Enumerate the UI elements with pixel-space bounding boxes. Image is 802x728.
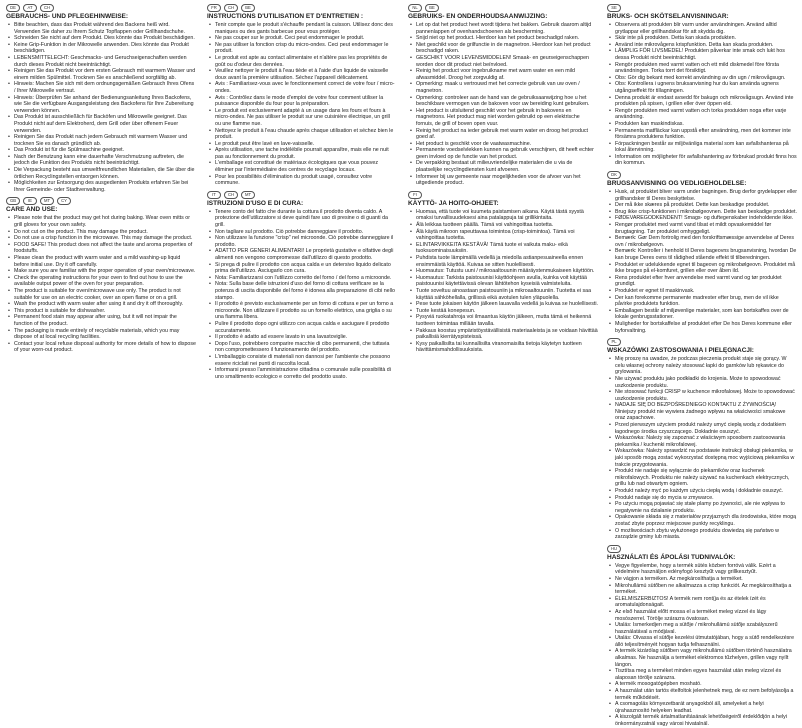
country-flags (607, 545, 797, 553)
instruction-item: • Het product is geschikt voor de vaatwasmachine. (408, 141, 598, 148)
instruction-item: • Tenir compte que le produit s'échauffe pendant la cuisson. Utilisez donc des maniques ou des gants barbecue pour vous protéger. (207, 22, 397, 35)
instruction-item: • Keine Grip-Funktion in der Mikrowelle anwenden. Dies könnte das Produkt beschädigen. (6, 42, 196, 55)
instruction-list (607, 563, 797, 728)
instruction-item: • The packaging is made entirely of recyclable materials, which you may dispose of at local recycling facilities. (6, 328, 196, 341)
instruction-item: • FOOD SAFE! This product does not affect the taste and aroma properties of foodstuffs. (6, 242, 196, 255)
instruction-item: • Az első használat előtt mossa el a terméket meleg vízzel és lágy mosószerrel. Törölje szárazra óvatosan. (607, 609, 797, 622)
instruction-item: • Opakowanie składa się z materiałów przyjaznych dla środowiska, które mogą zostać zbyte poprzez miejscowe punkty recyklingu. (607, 514, 797, 527)
instruction-item: • Mię proszę na uwadze, że podczas pieczenia produkt staje się gorący. W celu własnej ochrony należy stosować łapki do garnków lub rękawice do grylowania. (607, 356, 797, 376)
instruction-item: • ÉLELMISZERBIZTOS! A termék nem ront(ja és az ételek ízét és aromatulajdonságait. (607, 596, 797, 609)
instruction-item: • Informeer bij uw gemeente naar mogelijkheden voor de afvoer van het uitgediende product. (408, 174, 598, 187)
country-code-badge: CH (224, 4, 238, 12)
country-flags (607, 4, 797, 12)
instruction-item: • L'imballaggio consiste di materiali non dannosi per l'ambiente che possono essere riciclati nei punti di raccolta locali. (207, 354, 397, 367)
instruction-item: • Do not cut on the product. This may damage the product. (6, 229, 196, 236)
country-code-badge: CH (40, 4, 54, 12)
instruction-item: • Vegye figyelembe, hogy a termék sütés közben forróvá válik. Ezért a védelmére használjon edényfogó kesztyűt vagy grillkesztyűt. (607, 563, 797, 576)
instruction-item: • A csomagolás környezetbarát anyagokból áll, amelyeket a helyi újrahasznosító helyeken leadhat. (607, 701, 797, 714)
instruction-item: • Après utilisation, une tache indélébile pourrait apparaître, mais elle ne nuit pas au fonctionnement du produit. (207, 147, 397, 160)
country-flags (6, 4, 196, 12)
instruction-item: • Il prodotto è previsto esclusivamente per un forno di cottura e per un forno a microonde. Non utilizzare il prodotto su un fornello elettrico, una griglia o su una fiamma libera. (207, 301, 397, 321)
instruction-item: • Permanenta matfläckar kan uppstå efter användning, men det kommer inte försämra produktens funktion. (607, 128, 797, 141)
country-flags (607, 338, 797, 346)
section-heading: CARE AND USE: (6, 206, 58, 214)
instruction-item: • Kysy paikallisilta tai kunnallisilta viranomaisilta tietoja käytetyn tuotteen hävittämismahdollisuuksista. (408, 341, 598, 354)
care-section (607, 338, 797, 541)
instruction-item: • Der kan forekomme permanente madrester efter brug, men de vil ikke påvirke produktets funktion. (607, 295, 797, 308)
instruction-item: • Schneiden Sie nicht auf dem Produkt. Dies könnte das Produkt beschädigen. (6, 35, 196, 42)
care-section (6, 4, 196, 193)
country-flags (408, 191, 598, 199)
instruction-item: • Please clean the product with warm water and a mild washing-up liquid before initial use. Dry it off carefully. (6, 255, 196, 268)
country-code-badge: BE (241, 4, 255, 12)
instruction-item: • Check the operating instructions for your oven to find out how to use the available output power of the oven for your preparation. (6, 275, 196, 288)
instruction-item: • Nie stosować funkcji CRISP w kuchence mikrofalowej. Może to spowodować uszkodzenie produktu. (607, 389, 797, 402)
instruction-item: • Snijd niet op het product. Hierdoor kan het product beschadigd raken. (408, 35, 598, 42)
instruction-item: • Utalás: Ismerkedjen meg a sütője / mikrohullámú sütője szabályszerű használatával a módjával. (607, 622, 797, 635)
country-code-badge: FI (408, 191, 422, 199)
instruction-item: • Pour les possibilités d'élimination du produit usagé, consultez votre commune. (207, 174, 397, 187)
instruction-item: • Le produit peut être lavé en lave-vaisselle. (207, 141, 397, 148)
country-code-badge: MT (241, 191, 255, 199)
instruction-item: • Informarsi presso l'amministrazione cittadina o comunale sulle possibilità di uno smaltimento ecologico e corretto del prodotto usato. (207, 367, 397, 380)
instruction-item: • Tisztítsa meg a terméket minden egyes használat után meleg vízzel és alaposan törölje szárazra. (607, 668, 797, 681)
instruction-item: • Skär inte på produkten. Detta kan skada produkten. (607, 35, 797, 42)
section-heading: BRUGSANVISNING OG VEDLIGEHOLDELSE: (607, 180, 747, 188)
instruction-list (6, 22, 196, 193)
instruction-item: • Die Verpackung besteht aus umweltfreundlichen Materialien, die Sie über die örtlichen Recyclingstellen entsorgen können. (6, 167, 196, 180)
instruction-item: • Ne pas couper sur le produit. Ceci peut endommager le produit. (207, 35, 397, 42)
country-flags (408, 4, 598, 12)
instruction-item: • Wskazówka: Należy się zapoznać z właściwym sposobem zastosowania piekarnika / kuchenki mikrofalowej. (607, 435, 797, 448)
instruction-item: • Bemærk: Gør Dem fortrolig med den forskriftsmæssige anvendelse af Deres ovn / mikrobølgeovn. (607, 235, 797, 248)
instruction-item: • Observera att produkten blir varm under användningen. Använd alltid grytlappar eller grillhandskar för att skydda dig. (607, 22, 797, 35)
instruction-item: • Niet geschikt voor de grilfunctie in de magnetron. Hierdoor kan het product beschadigd raken. (408, 42, 598, 55)
instruction-item: • Nota: Familiarizzarsi con l'utilizzo corretto del forno / del forno a microonde. (207, 275, 397, 282)
instruction-item: • Obs: Gör dig bekant med korrekt användning av din ugn / mikrovågsugn. (607, 75, 797, 82)
instruction-item: • Huomautus: Tutustu uuni / mikroaaltouunin määräystenmukaiseen käyttöön. (408, 268, 598, 275)
instruction-item: • Huomaa, että tuote voi kuumeta paistamisen aikana. Käytä tästä syystä omaksi turvallisuudeksesi aina patalappuja tai grillikintaita. (408, 209, 598, 222)
country-code-badge: CY (57, 197, 71, 205)
instruction-item: • De verpakking bestaat uit milieuvriendelijke materialen die u via de plaatselijke recyclingdiensten kunt afvoeren. (408, 160, 598, 173)
country-code-badge: HU (607, 545, 621, 553)
instruction-item: • A termék mosogatógépben mosható. (607, 681, 797, 688)
instruction-item: • Nota: Sulla base delle istruzioni d'uso del forno di cottura verificare se la potenza di uscita disponibile del forno è idonea alla preparazione di cibi nello stampo. (207, 281, 397, 301)
country-code-badge: MT (40, 197, 54, 205)
care-section (207, 4, 397, 187)
instruction-item: • Po użyciu mogą pojawiać się stałe plamy po żywności, ale nie wpływa to negatywnie na działanie produktu. (607, 501, 797, 514)
section-heading: ISTRUZIONI D'USO E DI CURA: (207, 199, 304, 207)
instruction-item: • Nie używać produktu jako podkładki do krojenia. Może to spowodować uszkodzenie produktu. (607, 376, 797, 389)
instruction-item: • Le produit est apte au contact alimentaire et n'altère pas les propriétés de goût ou d'odeur des denrées. (207, 55, 397, 68)
section-heading: BRUKS- OCH SKÖTSELANVISNINGAR: (607, 13, 729, 20)
instruction-item: • Tenere conto del fatto che durante la cottura il prodotto diventa caldo. A protezione dell'utilizzatore si deve quindi fare uso di presine o di guanti da grill. (207, 209, 397, 229)
instruction-item: • Reinigen Sie das Produkt nach jedem Gebrauch mit warmem Wasser und trocknen Sie es danach gründlich ab. (6, 134, 196, 147)
instruction-item: • Produkt nadaje się do mycia w zmywarce. (607, 495, 797, 502)
instruction-item: • Utalás: Olvassa el sütője kezelési útmutatójában, hogy a sütő rendelkezésre álló teljesítményét hogyan tudja felhasználni. (607, 635, 797, 648)
column-4 (607, 4, 797, 727)
instruction-item: • Pysyviä ruokatahroja voi ilmaantua käytön jälkeen, mutta tämä ei heikennä tuotteen toimintaa millään tavalla. (408, 314, 598, 327)
care-section (607, 4, 797, 167)
instruction-item: • Brug ikke crisp-funktionen i mikrobølgeovnen. Dette kan beskadige produktet. (607, 209, 797, 216)
instruction-item: • GESCHIKT VOOR LEVENSMIDDELEN! Smaak- en geurseigenschappen worden door dit product niet beïnvloed. (408, 55, 598, 68)
section-heading: GEBRAUCHS- UND PFLEGEHINWEISE: (6, 13, 129, 20)
section-heading: INSTRUCTIONS D'UTILISATION ET D'ENTRETIEN : (207, 13, 364, 20)
instruction-item: • Opmerking: maak u vertrouwd met het correcte gebruik van uw oven / magnetron. (408, 81, 598, 94)
instruction-item: • Tuote soveltuu ainoastaan paistouuniin ja mikroaaltouuniin. Tuotetta ei saa käyttää sähköhellalla, grillissä eikä avotulen tulen yläpuolella. (408, 288, 598, 301)
country-code-badge: DE (6, 4, 20, 12)
instruction-item: • Denna produkt är endast avsedd för bakugn och mikrovågsugn. Använd inte produkten på spisen, i grillen eller över öppen eld. (607, 95, 797, 108)
instruction-item: • Avis : Contrôlez dans le mode d'emploi de votre four comment utiliser la puissance disponible du four pour la préparation. (207, 95, 397, 108)
country-flags (207, 191, 397, 199)
country-code-badge: SE (607, 4, 621, 12)
instruction-item: • Non tagliare sul prodotto. Ciò potrebbe danneggiare il prodotto. (207, 229, 397, 236)
country-flags (207, 4, 397, 12)
instruction-item: • Pese tuote jokaisen käytön jälkeen lauavalla vedellä ja kuivaa se huolellisesti. (408, 301, 598, 308)
instruction-item: • Do not use a crisp function in the microwave. This may damage the product. (6, 235, 196, 242)
column-3 (408, 4, 598, 554)
section-heading: GEBRUIKS- EN ONDERHOUDSAANWIJZING: (408, 13, 548, 20)
instruction-item: • This product is suitable for dishwasher. (6, 308, 196, 315)
country-code-badge: GB (6, 197, 20, 205)
care-section (408, 4, 598, 187)
section-heading: HASZNÁLATI ÉS ÁPOLÁSI TUDNIVALÓK: (607, 553, 736, 561)
instruction-item: • Let op dat het product heet wordt tijdens het bakken. Gebruik daarom altijd pannenlappen of ovenhandschoenen als bescherming. (408, 22, 598, 35)
country-flags (607, 171, 797, 179)
instruction-item: • Information om möjligheter för avfallshantering av förbrukad produkt finns hos din kommun. (607, 154, 797, 167)
instruction-item: • O możliwościach zbytu wyłużonego produktu dowiedzą się państwo w zarządzie gminy lub miasta. (607, 528, 797, 541)
instruction-item: • Make sure you are familiar with the proper operation of your oven/microwave. (6, 268, 196, 275)
instruction-list (207, 209, 397, 380)
instruction-item: • Reinigen Sie das Produkt vor dem ersten Gebrauch mit warmem Wasser und einem milden Spülmittel. Trocknen Sie es anschließend sorgfältig ab. (6, 68, 196, 81)
instruction-item: • Przed pierwszym użyciem produkt należy umyć ciepłą wodą z dodatkiem łagodnego środka czyszczącego. Dokładnie osuszyć. (607, 422, 797, 435)
instruction-item: • Rens produktet efter hver anvendelse med varmt vand og tør produktet grundigt. (607, 275, 797, 288)
country-code-badge: BE (425, 4, 439, 12)
instruction-item: • Het product is uitsluitend geschikt voor het gebruik in bakovens en magnetrons. Het product mag niet worden gebruikt op een elektrische fornuis, de grill of boven open vuur. (408, 108, 598, 128)
instruction-item: • FØDEVAREGODKENDENT! Smags- og duftegenskaber indeholdende ikke. (607, 215, 797, 222)
country-code-badge: IE (23, 197, 37, 205)
instruction-list (207, 22, 397, 187)
country-code-badge: IT (207, 191, 221, 199)
instruction-item: • Das Produkt ist ausschließlich für Backöfen und Mikrowelle geeignet. Das Produkt nicht auf dem Elektroherd, dem Grill oder über offenem Feuer verwenden. (6, 114, 196, 134)
instruction-item: • Älä käytä mikroon rapeuttavaa toimintoa (crisp-toimintoa). Tämä voi vahingoittaa tuotetta. (408, 229, 598, 242)
country-code-badge: NL (408, 4, 422, 12)
instruction-item: • Förpackningen består av miljövänliga material som kan avfallshanteras på lokal återvinning. (607, 141, 797, 154)
country-code-badge: DK (607, 171, 621, 179)
instruction-item: • Opmerking: controleer aan de hand van de gebruiksaanwijzing hoe u het beschikbare vermogen van de bakoven voor uw bereiding kunt gebruiken. (408, 95, 598, 108)
instruction-list (408, 22, 598, 187)
care-section (207, 191, 397, 380)
instruction-item: • A termék kizárólag sütőben vagy mikrohullámú sütőben történő használatra alkalmas. Ne használja a terméket elektromos tűzhelyen, grillen vagy nyílt lángon. (607, 648, 797, 668)
instruction-item: • Nettoyez le produit à l'eau chaude après chaque utilisation et séchez bien le produit. (207, 128, 397, 141)
instruction-item: • Produktet er udelukkende egnet til bageovn og mikrobølgeovn. Produktet må ikke bruges på el-komfuret, grillen eller over åben ild. (607, 262, 797, 275)
instruction-item: • Permanente voedselvlekken kunnen na gebruik verschijnen, dit heeft echter geen invloed op de functie van het product. (408, 147, 598, 160)
instruction-item: • Der må ikke skæres på produktet. Dette kan beskadige produktet. (607, 202, 797, 209)
instruction-item: • Wash the product with warm water after using it and dry it off thoroughly. (6, 301, 196, 308)
instruction-item: • Nach der Benutzung kann eine dauerhafte Verschmutzung auftreten, die jedoch die Funktion des Produkts nicht beeinträchtigt. (6, 154, 196, 167)
instruction-item: • Dopo l'uso, potrebbero comparire macchie di cibo permanenti, che tuttavia non compromettessero il funzionamento del prodotto. (207, 341, 397, 354)
instruction-item: • Pakkaus koostuu ympäristöystävällisistä materiaaleista ja se voidaan hävittää paikallisiä kierrätyspisteissä. (408, 328, 598, 341)
instruction-item: • ADATTO PER GENERI ALIMENTARI! Le proprietà gustative e olfattive degli alimenti non vengono compromesse dall'utilizzo di questo prodotto. (207, 248, 397, 261)
instruction-item: • Ne pas utiliser la fonction crisp du micro-ondes. Ceci peut endommager le produit. (207, 42, 397, 55)
instruction-item: • Non utilizzare la funzione "crisp" nel microonde. Ciò potrebbe danneggiare il prodotto. (207, 235, 397, 248)
column-2 (207, 4, 397, 554)
instruction-item: • Älä leikkaa tuotteen päällä. Tämä voi vahingoittaa tuotetta. (408, 222, 598, 229)
instruction-item: • LÄMPLIG FÖR LIVSMEDEL! Produkten påverkar inte smak och lukt hos dessa Produkt nicht beeinträchtigt. (607, 48, 797, 61)
instruction-item: • ELINTARVIKKEITA KESTÄVÄ! Tämä tuote ei vaikuta maku- eikä tuoksuominaisuuksiin. (408, 242, 598, 255)
section-heading: WSKAZÓWKI ZASTOSOWANIA I PIELĘGNACJI: (607, 347, 754, 355)
column-1 (6, 4, 196, 554)
instruction-item: • LEBENSMITTELECHT: Geschmacks- und Geruchseigenschaften werden durch dieses Produkt nicht beeinträchtigt. (6, 55, 196, 68)
instruction-item: • Produkt należy myć po każdym użyciu ciepłą wodą i dokładnie osuszyć. (607, 488, 797, 495)
country-code-badge: PL (607, 338, 621, 346)
instruction-item: • Använd inte mikrovågens krispfunktion. Detta kan skada produkten. (607, 42, 797, 49)
instruction-item: • Tuote kestää konepesun. (408, 308, 598, 315)
country-code-badge: FR (207, 4, 221, 12)
country-code-badge: AT (23, 4, 37, 12)
instruction-item: • Hinweis: Machen Sie sich mit dem ordnungsgemäßen Gebrauch Ihres Ofens / Ihrer Mikrowelle vertraut. (6, 81, 196, 94)
instruction-item: • Muligheder for bortskaffelse af produktet efter De hos Deres kommune eller byforvaltning. (607, 321, 797, 334)
instruction-item: • Huomautus: Tarkista paistouunisi käyttöohjeen avulla, kuinka voit käyttää paistouunisi käytettävissä olevan lähtötehon kyseisiä valmisteluita. (408, 275, 598, 288)
instruction-item: • Bemærk: Kontroller i henhold til Deres bageovns brugsanvisning, hvordan De kan bruge Deres ovns til rådighed stående effekt til tilberedningen. (607, 248, 797, 261)
instruction-list (6, 215, 196, 353)
instruction-item: • Produkten kan maskindiskas. (607, 121, 797, 128)
instruction-item: • Produktet er egnet til maskinvask. (607, 288, 797, 295)
instruction-item: • Il prodotto è adatto ad essere lavato in una lavastoviglie. (207, 334, 397, 341)
instruction-item: • Pulire il prodotto dopo ogni utilizzo con acqua calda e asciugare il prodotto accuratamente. (207, 321, 397, 334)
instruction-item: • Wskazówka: Należy sprawdzić na podstawie instrukcji obsługi piekarnika, w jaki sposób mogą zostać wykorzystać dostępną moc wyjściową piekarnika w trakcie przygotowania. (607, 448, 797, 468)
instruction-item: • Emballagen består af miljøvenlige materialer, som kan bortskaffes over de lokale genbrugsstationer. (607, 308, 797, 321)
instruction-item: • A használat után tartós ételfoltok jelenhetnek meg, de ez nem befolyásolja a termék működését. (607, 688, 797, 701)
instruction-item: • Ne vágjon a terméken. Az megkárosíthatja a terméket. (607, 576, 797, 583)
instruction-item: • L'emballage est constitué de matériaux écologiques que vous pouvez éliminer par l'intermédiaire des centres de recyclage locaux. (207, 160, 397, 173)
instruction-item: • Contact your local refuse disposal authority for more details of how to dispose of your worn-out product. (6, 341, 196, 354)
care-section (408, 191, 598, 354)
instruction-item: • Veuillez nettoyer le produit à l'eau tiède et à l'aide d'un liquide de vaisselle doux avant la première utilisation. Séchez l'appareil délicatement. (207, 68, 397, 81)
country-flags (6, 197, 196, 205)
care-section (6, 197, 196, 353)
instruction-item: • Das Produkt ist für die Spülmaschine geeignet. (6, 147, 196, 154)
instruction-item: • Rengör produkten med varmt vatten och ett mild diskmedel före första användningen. Torka torrt det försiktigt. (607, 62, 797, 75)
instruction-list (408, 209, 598, 354)
country-code-badge: CH (224, 191, 238, 199)
instruction-item: • Rengör produkten med varmt vatten och torka produkten noga efter varje användning. (607, 108, 797, 121)
instruction-item: • Permanent food stain may appear after using, but it will not impair the function of the product. (6, 314, 196, 327)
instruction-item: • Husk, at produktet bliver varm under bagningen. Brug derfor grydelapper eller grillhandsker til Deres beskyttelse. (607, 189, 797, 202)
section-heading: KÄYTTÖ- JA HOITO-OHJEET: (408, 199, 499, 207)
instruction-item: • The product is suitable for oven/microwave use only. The product is not suitable for use on an electric cooker, over an open flame or on a grill. (6, 288, 196, 301)
instruction-list (607, 22, 797, 167)
instruction-item: • A kiszolgált termék ártalmatlanításának lehetőségeiről érdeklődjön a helyi önkormányzatnál vagy városi hivatalnál. (607, 714, 797, 727)
instruction-item: • Reinig het product na ieder gebruik met warm water en droog het product goed af. (408, 128, 598, 141)
instruction-item: • Si prega di pulire il prodotto con acqua calda e un detersivo liquido delicato prima dell'utilizzo. Asciugarlo con cura. (207, 262, 397, 275)
instruction-item: • Avis : Familiarisez-vous avec le fonctionnement correct de votre four / micro-ondes. (207, 81, 397, 94)
instruction-list (607, 189, 797, 334)
care-section (607, 545, 797, 728)
instruction-item: • Rengør produktet med varmt vand tilsat et mildt opvaskemiddel før ibrugtagning. Tør produktet omhyggeligt. (607, 222, 797, 235)
instruction-item: • Obs: Kontrollera i ugnens bruksanvisning hur du kan använda ugnens utgångseffekt för tillagningen. (607, 81, 797, 94)
care-section (607, 171, 797, 334)
instruction-item: • Le produit est exclusivement adapté à un usage dans les fours et fours à micro-ondes. Ne pas utiliser le produit sur une cuisinière électrique, un grill ou une flamme nue. (207, 108, 397, 128)
instruction-item: • Please note that the product may get hot during baking. Wear oven mitts or grill gloves for your own safety. (6, 215, 196, 228)
instruction-list (607, 356, 797, 541)
instruction-item: • Reinig het product voor ingebruikname met warm water en een mild afwasmiddel. Droog het zorgvuldig af. (408, 68, 598, 81)
instruction-item: • Mikrohullámú sütőben ne alkalmazza a crisp funkciót. Az megkárosíthatja a terméket. (607, 583, 797, 596)
instruction-item: • Bitte beachten, dass das Produkt während des Backens heiß wird. Verwenden Sie daher zu Ihrem Schutz Topflappen oder Grillhandschuhe. (6, 22, 196, 35)
instruction-item: • NADAJE SIĘ DO BEZPOŚREDNIEGO KONTAKTU Z ŻYWNOŚCIĄ! Niniejszy produkt nie wywiera żadnego wpływu na właściwości smakowe oraz zapachowe. (607, 402, 797, 422)
instruction-item: • Produkt nie nadaje się wyłącznie do piekarników oraz kuchenek mikrofalowych. Produktu nie należy używać na kuchenkach elektrycznych, grillu lub nad otwartym ogniem. (607, 468, 797, 488)
instruction-item: • Hinweis: Überprüfen Sie anhand der Bedienungsanleitung Ihres Backofens, wie Sie die verfügbare Ausgangsleistung des Backofens für Ihre Zubereitung verwenden können. (6, 95, 196, 115)
instruction-item: • Puhdista tuote lämpimällä vedellä ja miedolla astianpesuaineella ennen ensimmäistä käyttöä. Kuivaa se sitten huolellisesti. (408, 255, 598, 268)
instruction-item: • Möglichkeiten zur Entsorgung des ausgedienten Produkts erfahren Sie bei Ihrer Gemeinde- oder Stadtverwaltung. (6, 180, 196, 193)
